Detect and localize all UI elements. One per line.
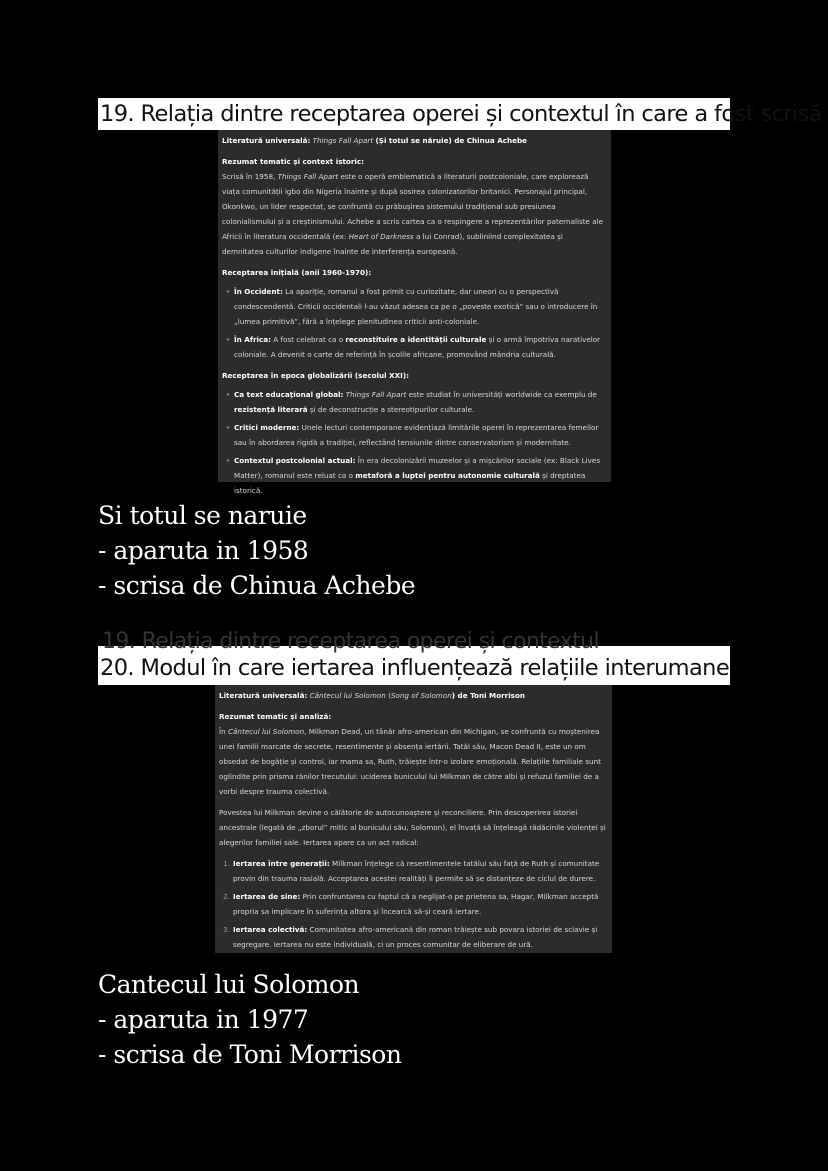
heading-banner-19 bbox=[98, 98, 822, 130]
initial-reception-list bbox=[222, 284, 606, 362]
panel-title: Literatură universală: Things Fall Apart (Și totul se năruie) de Chinua Achebe bbox=[222, 136, 528, 145]
summary-text: În Cântecul lui Solomon, Milkman Dead, un tânăr afro-american din Michigan, se confruntă cu moștenirea unei familii marcate de secrete, resentimente și absența iertării. Tatăl său, Macon Dead II, este un om obsedat de bogăție și control, iar mama sa, Ruth, trăiește într-o izolare emoțională. Relațiile familiale sunt oglindite prin prisma rănilor trecutului: uciderea bunicului lui Milkman de către albi și refuzul familiei de a vorbi despre trauma colectivă. bbox=[219, 727, 601, 796]
list-item: 3. Iertarea colectivă: Comunitatea afro-americană din roman trăiește sub povara istoriei de sclavie și segregare. Iertarea nu este individuală, ci un proces comunitar de eliberare de ură. bbox=[223, 925, 598, 949]
note-line: - aparuta in 1977 bbox=[98, 1005, 309, 1034]
initial-reception-heading: Receptarea inițială (anii 1960-1970): bbox=[222, 268, 372, 277]
notes-song-of-solomon bbox=[98, 967, 401, 1072]
paragraph-2: Povestea lui Milkman devine o călătorie de autocunoaștere și reconciliere. Prin descoperirea istoriei ancestrale (legată de „zborul” mitic al bunicului său, Solomon), el învață să înțeleagă rădăcinile violenței și alegerilor familiei sale. Iertarea apare ca un act radical: bbox=[219, 808, 606, 847]
note-line: - scrisa de Chinua Achebe bbox=[98, 571, 416, 600]
list-item: • Contextul postcolonial actual: În era decolonizării muzeelor și a mișcărilor sociale (ex: Black Lives Matter), romanul este reluat ca o metaforă a luptei pentru autonomie culturală și dreptatea istorică. bbox=[222, 453, 606, 498]
cropped-previous-heading: 19. Relația dintre receptarea operei și contextul bbox=[102, 629, 600, 654]
global-reception-heading: Receptarea în epoca globalizării (secolul XXI): bbox=[222, 371, 409, 380]
list-item: • Critici moderne: Unele lecturi contemporane evidențiază limitările operei în reprezentarea femeilor sau în abordarea rigidă a tradiției, reflectând tensiunile dintre conservatorism și modernitate. bbox=[222, 420, 606, 450]
list-item: 1. Iertarea între generații: Milkman înțelege că resentimentele tatălui său față de Ruth și comunitate provin din trauma rasială. Acceptarea acestei realități îi permite să se distanțeze de ciclul de durere. bbox=[223, 859, 600, 883]
note-line: - scrisa de Toni Morrison bbox=[98, 1040, 402, 1069]
summary-heading: Rezumat tematic și analiză: bbox=[219, 712, 332, 721]
heading-20: 20. Modul în care iertarea influențează relațiile interumane bbox=[100, 655, 730, 681]
screenshot-panel-song-of-solomon bbox=[215, 685, 612, 953]
panel-title: Literatură universală: Cântecul lui Solomon (Song of Solomon) de Toni Morrison bbox=[219, 691, 526, 700]
note-line: - aparuta in 1958 bbox=[98, 536, 309, 565]
notes-things-fall-apart bbox=[98, 498, 415, 603]
global-reception-list bbox=[222, 387, 606, 498]
list-item: • Ca text educațional global: Things Fall Apart este studiat în universități worldwide ca exemplu de rezistență literară și de deconstrucție a stereotipurilor culturale. bbox=[222, 387, 606, 417]
forgiveness-list bbox=[219, 856, 607, 952]
list-item: • În Africa: A fost celebrat ca o reconstituire a identității culturale și o armă împotriva narativelor coloniale. A devenit o carte de referință în școlile africane, promovând mândria culturală. bbox=[222, 332, 606, 362]
heading-banner-20 bbox=[98, 629, 730, 685]
summary-heading: Rezumat tematic și context istoric: bbox=[222, 157, 365, 166]
list-item: 2. Iertarea de sine: Prin confruntarea cu faptul că a neglijat-o pe prietena sa, Hagar, Milkman acceptă propria sa implicare în suferința altora și încearcă să-și ceară iertare. bbox=[223, 892, 599, 916]
note-line: Cantecul lui Solomon bbox=[98, 970, 360, 999]
list-item: • În Occident: La apariție, romanul a fost primit cu curiozitate, dar uneori cu o perspectivă condescendentă. Criticii occidentali l-au văzut adesea ca pe o „poveste exotică” sau o introducere în „lumea primitivă”, fără a înțelege plenitudinea criticii anti-coloniale. bbox=[222, 284, 606, 329]
heading-19: 19. Relația dintre receptarea operei și contextul în care a fost scrisă bbox=[100, 101, 822, 127]
summary-text: Scrisă în 1958, Things Fall Apart este o operă emblematică a literaturii postcoloniale, care explorează viața comunității igbo din Nigeria înainte și după sosirea colonizatorilor britanici. Personajul principal, Okonkwo, un lider respectat, se confruntă cu prăbușirea sistemului tradițional sub presiunea colonialismului și a creștinismului. Achebe a scris cartea ca o respingere a reprezentărilor paternaliste ale Africii în literatura occidentală (ex: Heart of Darkness a lui Conrad), subliniind complexitatea și demnitatea culturilor indigene înainte de interferența europeană. bbox=[222, 172, 604, 256]
note-line: Si totul se naruie bbox=[98, 501, 307, 530]
screenshot-panel-things-fall-apart bbox=[218, 130, 611, 495]
